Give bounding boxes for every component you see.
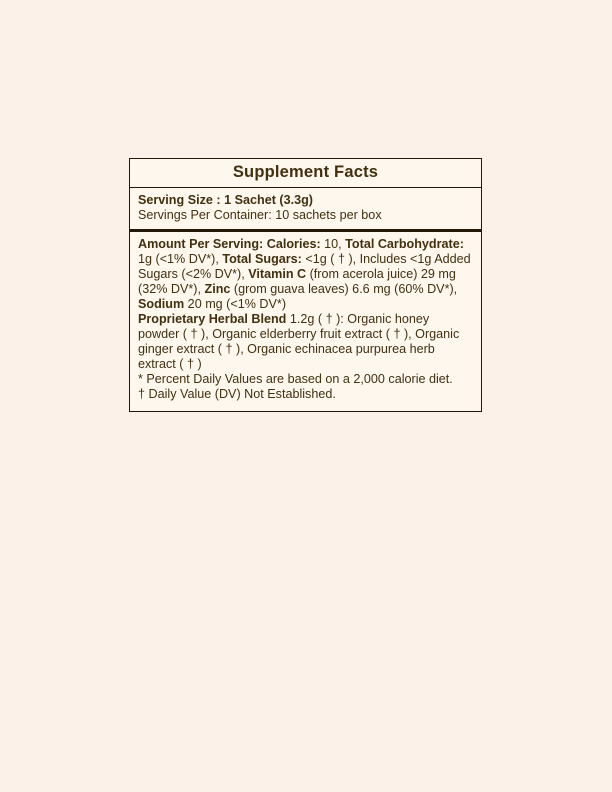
supplement-facts-panel xyxy=(129,158,482,412)
text-segment: 10, xyxy=(320,237,346,251)
bold-text-segment: Proprietary Herbal Blend xyxy=(138,312,287,326)
bold-text-segment: Total Carbohydrate: xyxy=(345,237,464,251)
bold-text-segment: Total Sugars: xyxy=(222,252,302,266)
text-line xyxy=(138,208,473,223)
text-line xyxy=(138,312,473,372)
text-segment: 20 mg (<1% DV*) xyxy=(184,297,287,311)
bold-text-segment: Sodium xyxy=(138,297,185,311)
text-line xyxy=(138,193,473,208)
panel-title-row xyxy=(130,159,481,188)
text-segment: (from acerola juice) 29 mg (32% DV*), xyxy=(138,267,456,296)
bold-text-segment: Zinc xyxy=(204,282,231,296)
text-line xyxy=(138,372,473,387)
text-segment: (grom guava leaves) 6.6 mg (60% DV*), xyxy=(230,282,458,296)
facts-section xyxy=(130,232,481,411)
serving-section xyxy=(130,188,481,232)
text-segment: 1g (<1% DV*), xyxy=(138,252,223,266)
text-segment: <1g ( † ), Includes <1g Added Sugars (<2% DV*), xyxy=(138,252,471,281)
bold-text-segment: Amount Per Serving: Calories: xyxy=(138,237,321,251)
text-segment: 1.2g ( † ): Organic honey powder ( † ), Organic elderberry fruit extract ( † ), Organic ginger extract ( † ), Organic echinacea purpurea herb extract ( † ) xyxy=(138,312,460,371)
bold-text-segment: Serving Size : 1 Sachet (3.3g) xyxy=(138,193,313,207)
bold-text-segment: Vitamin C xyxy=(248,267,307,281)
text-line xyxy=(138,387,473,402)
text-line xyxy=(138,237,473,312)
panel-title: Supplement Facts xyxy=(232,163,379,181)
text-segment: * Percent Daily Values are based on a 2,000 calorie diet. xyxy=(138,372,453,386)
text-segment: Servings Per Container: 10 sachets per box xyxy=(138,208,382,222)
text-segment: † Daily Value (DV) Not Established. xyxy=(138,387,336,401)
